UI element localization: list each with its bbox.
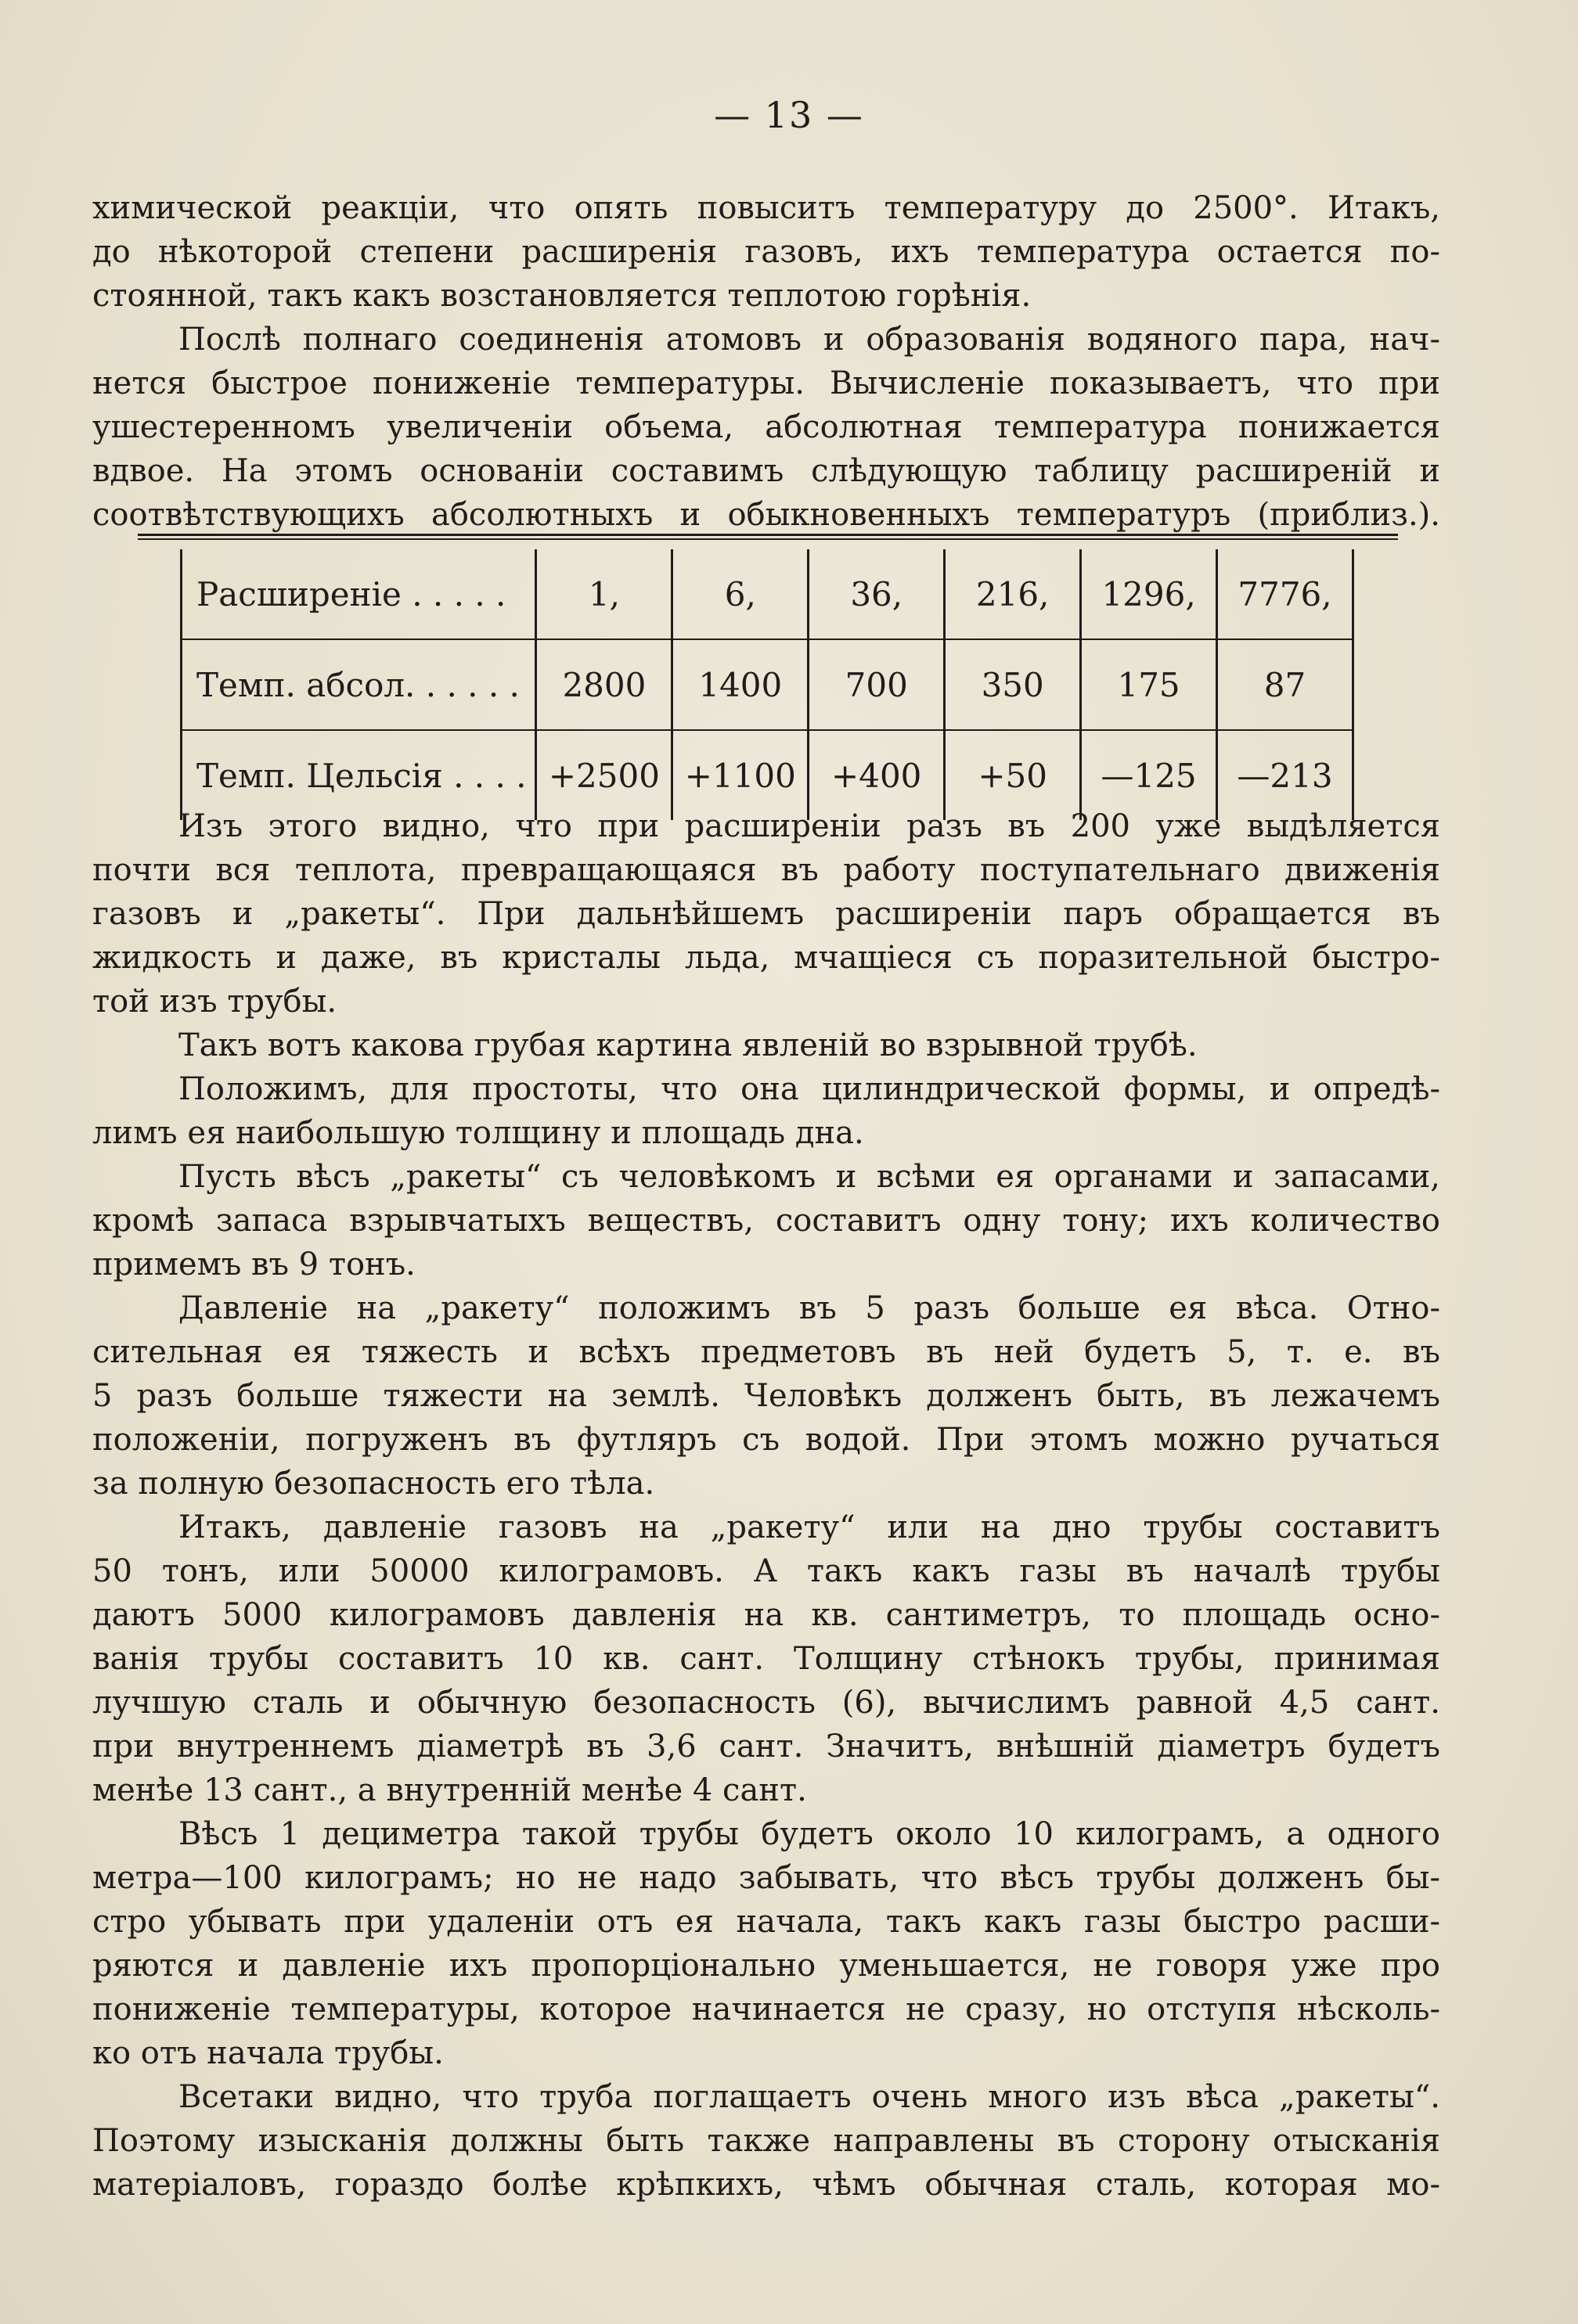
text-line: стро убывать при удаленіи отъ ея начала, такъ какъ газы быстро расши- bbox=[92, 1904, 1440, 1940]
text-line: стоянной, такъ какъ возстановляется теплотою горѣнія. bbox=[92, 278, 1032, 314]
text-line: положеніи, погруженъ въ футляръ съ водой. При этомъ можно ручаться bbox=[92, 1422, 1440, 1458]
row-label: Расширеніе . . . . . bbox=[182, 549, 536, 639]
text-line: Давленіе на „ракету“ положимъ въ 5 разъ больше ея вѣса. Отно- bbox=[178, 1290, 1440, 1326]
table-cell: 1, bbox=[536, 549, 672, 639]
text-line: даютъ 5000 килограмовъ давленія на кв. сантиметръ, то площадь осно- bbox=[92, 1597, 1440, 1633]
text-line: до нѣкоторой степени расширенія газовъ, ихъ температура остается по- bbox=[92, 234, 1440, 270]
text-line: примемъ въ 9 тонъ. bbox=[92, 1247, 416, 1283]
text-line: пониженіе температуры, которое начинается не сразу, но отступя нѣсколь- bbox=[92, 1991, 1440, 2027]
text-line: Вѣсъ 1 дециметра такой трубы будетъ около 10 килограмъ, а одного bbox=[178, 1816, 1440, 1852]
text-line: Такъ вотъ какова грубая картина явленій во взрывной трубѣ. bbox=[178, 1027, 1198, 1063]
text-line: ванія трубы составитъ 10 кв. сант. Толщину стѣнокъ трубы, принимая bbox=[92, 1641, 1440, 1677]
expansion-temperature-table bbox=[180, 549, 1354, 820]
table-cell: +400 bbox=[809, 730, 945, 820]
table-cell: —213 bbox=[1217, 730, 1353, 820]
table-cell: 1400 bbox=[672, 639, 809, 730]
table-cell: —125 bbox=[1081, 730, 1217, 820]
text-line: лимъ ея наибольшую толщину и площадь дна. bbox=[92, 1115, 864, 1151]
text-line: менѣе 13 сант., а внутренній менѣе 4 сант. bbox=[92, 1772, 807, 1808]
row-label: Темп. Цельсія . . . . bbox=[182, 730, 536, 820]
table-cell: 350 bbox=[945, 639, 1081, 730]
text-line: 50 тонъ, или 50000 килограмовъ. А такъ какъ газы въ началѣ трубы bbox=[92, 1553, 1440, 1589]
table-cell: +1100 bbox=[672, 730, 809, 820]
table-row bbox=[182, 639, 1353, 730]
text-line: Положимъ, для простоты, что она цилиндрической формы, и опредѣ- bbox=[178, 1071, 1440, 1107]
text-line: жидкость и даже, въ кристалы льда, мчащіеся съ поразительной быстро- bbox=[92, 940, 1440, 976]
table-cell: 87 bbox=[1217, 639, 1353, 730]
text-line: нется быстрое пониженіе температуры. Вычисленіе показываетъ, что при bbox=[92, 365, 1440, 401]
text-line: лучшую сталь и обычную безопасность (6), вычислимъ равной 4,5 сант. bbox=[92, 1685, 1440, 1721]
text-line: кромѣ запаса взрывчатыхъ веществъ, составитъ одну тону; ихъ количество bbox=[92, 1203, 1440, 1239]
text-line: газовъ и „ракеты“. При дальнѣйшемъ расширеніи паръ обращается въ bbox=[92, 896, 1440, 932]
table-top-rule bbox=[138, 534, 1398, 536]
table-cell: 216, bbox=[945, 549, 1081, 639]
page-number: — 13 — bbox=[714, 94, 864, 136]
text-line: метра—100 килограмъ; но не надо забывать, что вѣсъ трубы долженъ бы- bbox=[92, 1860, 1440, 1896]
text-line: при внутреннемъ діаметрѣ въ 3,6 сант. Значитъ, внѣшній діаметръ будетъ bbox=[92, 1729, 1440, 1765]
table-cell: 6, bbox=[672, 549, 809, 639]
text-line: Послѣ полнаго соединенія атомовъ и образованія водяного пара, нач- bbox=[178, 322, 1440, 358]
table-row bbox=[182, 549, 1353, 639]
paragraphs-after-table bbox=[92, 804, 1440, 2207]
table-cell: 7776, bbox=[1217, 549, 1353, 639]
table-cell: +2500 bbox=[536, 730, 672, 820]
text-line: Всетаки видно, что труба поглащаетъ очень много изъ вѣса „ракеты“. bbox=[178, 2079, 1440, 2115]
text-line: ко отъ начала трубы. bbox=[92, 2035, 444, 2071]
text-line: вдвое. На этомъ основаніи составимъ слѣдующую таблицу расширеній и bbox=[92, 453, 1440, 489]
text-line: химической реакціи, что опять повыситъ температуру до 2500°. Итакъ, bbox=[92, 190, 1440, 226]
text-line: Изъ этого видно, что при расширеніи разъ въ 200 уже выдѣляется bbox=[178, 808, 1440, 844]
paragraph-before-table bbox=[92, 186, 1440, 537]
table-cell: 175 bbox=[1081, 639, 1217, 730]
temperature-table bbox=[138, 526, 1398, 815]
row-label: Темп. абсол. . . . . . bbox=[182, 639, 536, 730]
table-cell: 700 bbox=[809, 639, 945, 730]
text-line: 5 разъ больше тяжести на землѣ. Человѣкъ долженъ быть, въ лежачемъ bbox=[92, 1378, 1440, 1414]
text-line: за полную безопасность его тѣла. bbox=[92, 1466, 655, 1502]
text-line: матеріаловъ, гораздо болѣе крѣпкихъ, чѣмъ обычная сталь, которая мо- bbox=[92, 2167, 1440, 2203]
text-line: почти вся теплота, превращающаяся въ работу поступательнаго движенія bbox=[92, 852, 1440, 888]
text-line: той изъ трубы. bbox=[92, 984, 337, 1020]
text-line: сительная ея тяжесть и всѣхъ предметовъ въ ней будетъ 5, т. е. въ bbox=[92, 1334, 1440, 1370]
table-cell: +50 bbox=[945, 730, 1081, 820]
table-cell: 2800 bbox=[536, 639, 672, 730]
text-line: соотвѣтствующихъ абсолютныхъ и обыкновенныхъ температуръ (приблиз.). bbox=[92, 497, 1440, 533]
text-line: Пусть вѣсъ „ракеты“ съ человѣкомъ и всѣми ея органами и запасами, bbox=[178, 1159, 1440, 1195]
table-top-rule bbox=[138, 538, 1398, 540]
text-line: Поэтому изысканія должны быть также направлены въ сторону отысканія bbox=[92, 2123, 1440, 2159]
table-cell: 1296, bbox=[1081, 549, 1217, 639]
table-cell: 36, bbox=[809, 549, 945, 639]
text-line: ряются и давленіе ихъ пропорціонально уменьшается, не говоря уже про bbox=[92, 1948, 1440, 1984]
text-line: Итакъ, давленіе газовъ на „ракету“ или на дно трубы составитъ bbox=[178, 1509, 1440, 1545]
text-line: ушестеренномъ увеличеніи объема, абсолютная температура понижается bbox=[92, 409, 1440, 445]
